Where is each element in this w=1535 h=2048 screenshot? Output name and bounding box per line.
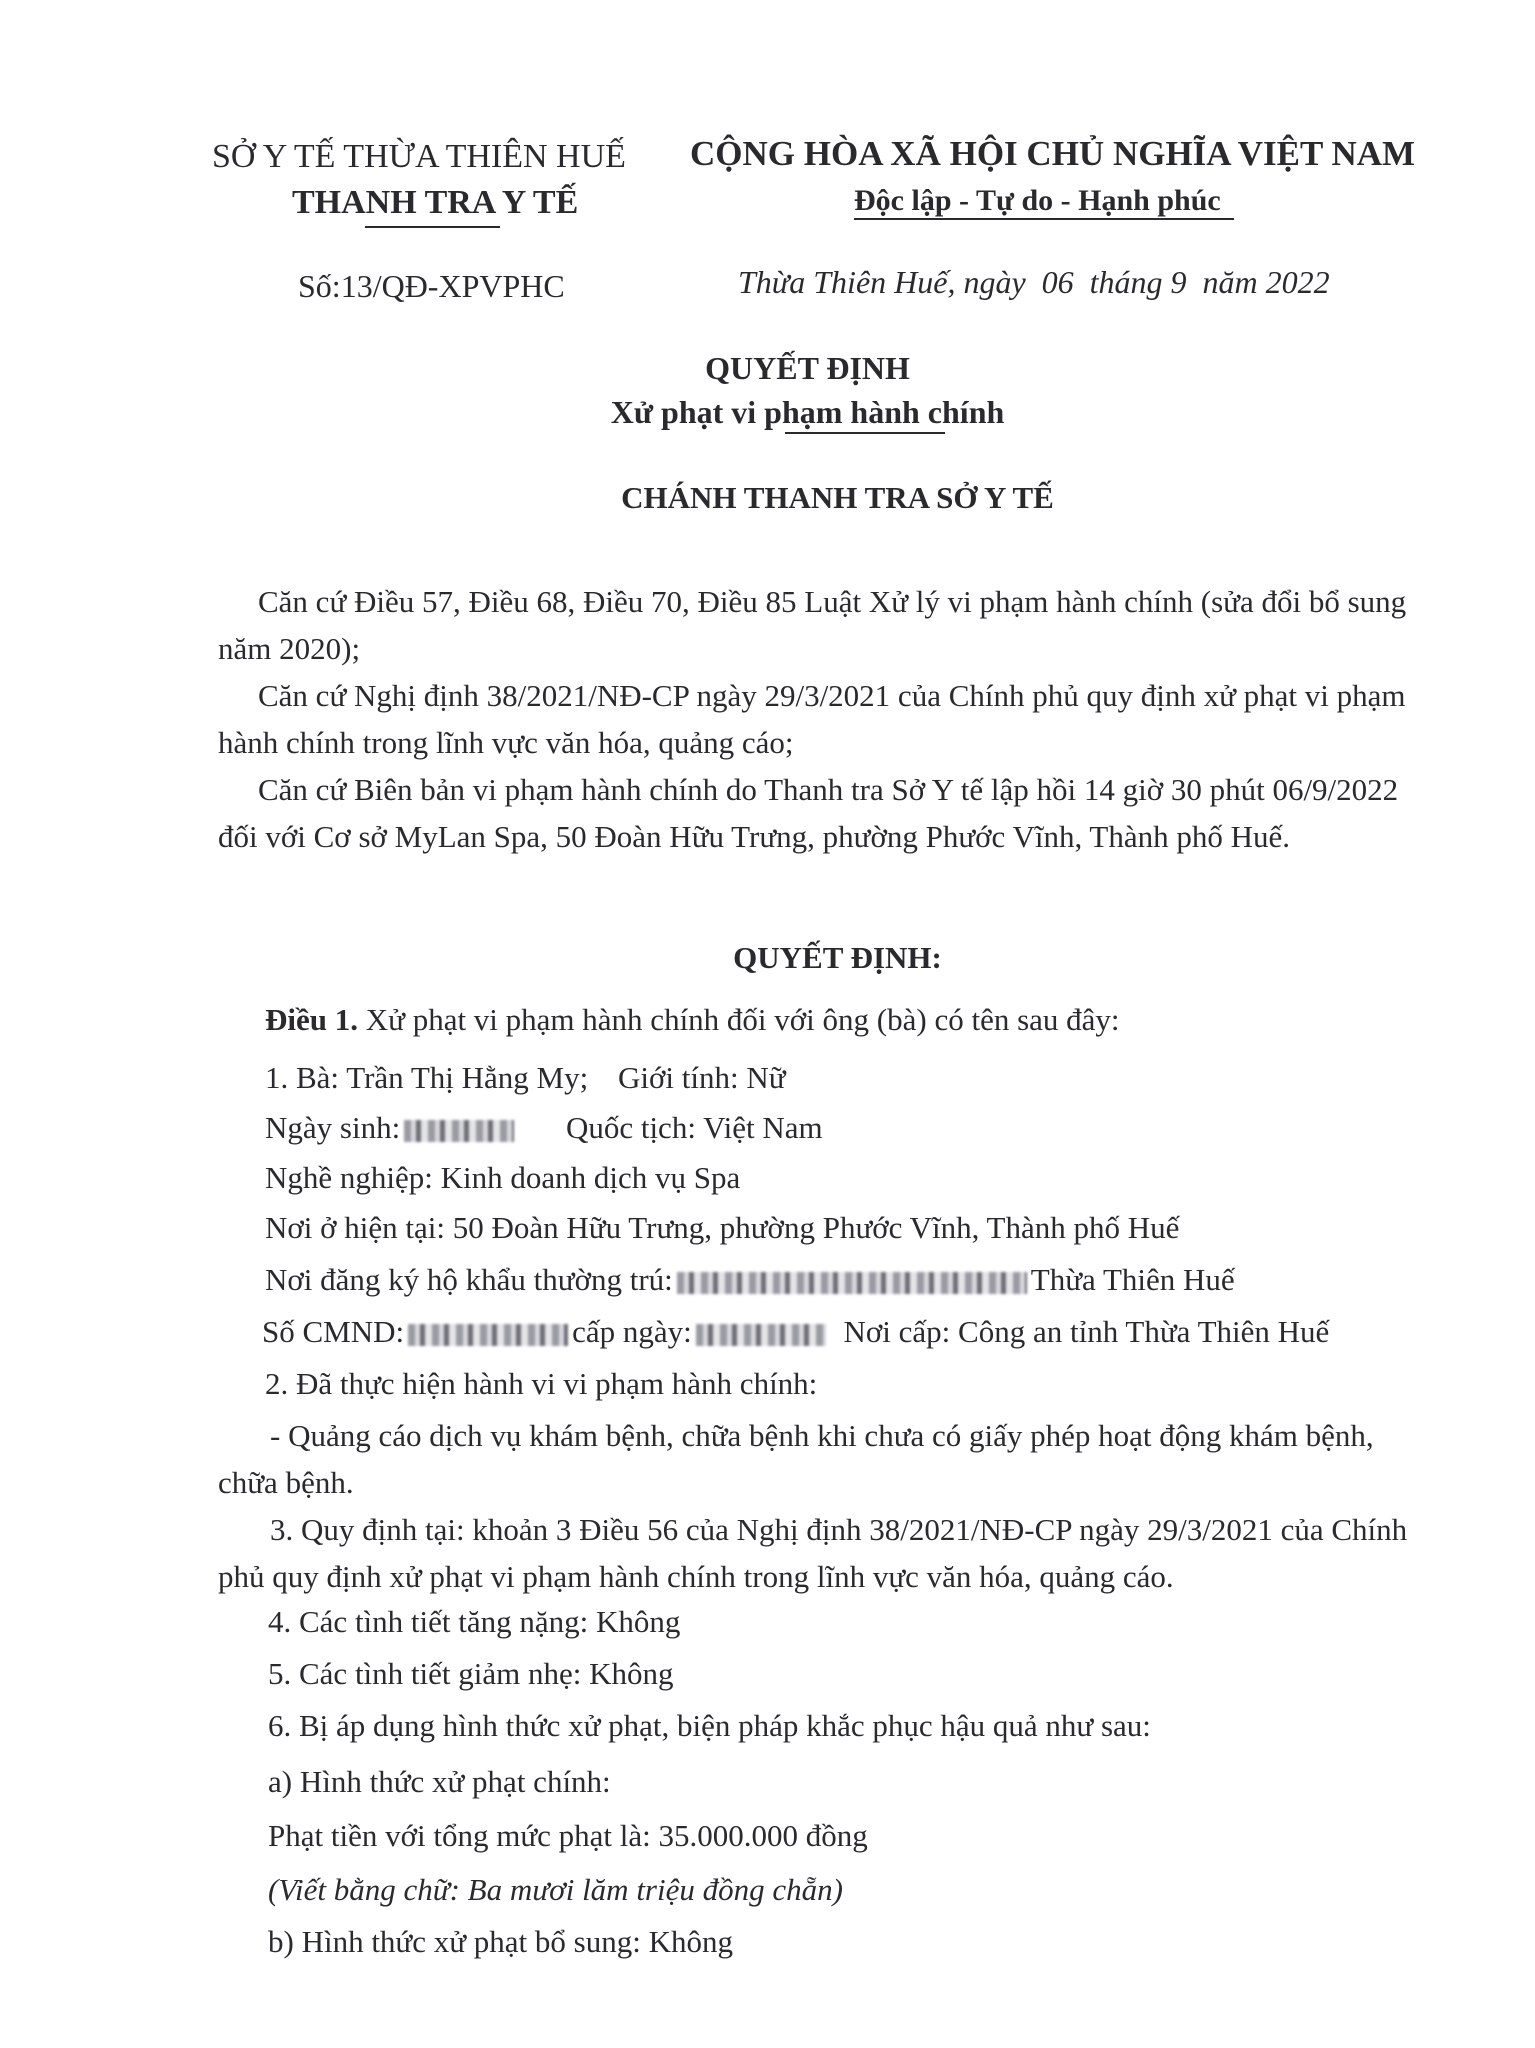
decision-heading: QUYẾT ĐỊNH: <box>733 940 942 975</box>
document-subject: Xử phạt vi phạm hành chính <box>610 394 1005 430</box>
registered-label: Nơi đăng ký hộ khẩu thường trú: <box>265 1262 673 1297</box>
issued-label: cấp ngày: <box>572 1314 692 1349</box>
article-1-text: Xử phạt vi phạm hành chính đối với ông (bà) có tên sau đây: <box>358 1002 1120 1037</box>
agency-underline <box>365 226 500 228</box>
article-1-label: Điều 1. <box>265 1002 358 1037</box>
person-gender: Giới tính: Nữ <box>617 1060 786 1095</box>
issuer-title: CHÁNH THANH TRA SỞ Y TẾ <box>621 480 1054 515</box>
item-2: 2. Đã thực hiện hành vi vi phạm hành chính: <box>265 1366 818 1401</box>
redacted-id <box>408 1324 568 1346</box>
registered-row <box>265 1262 1235 1298</box>
article-1 <box>265 1002 1120 1038</box>
dob-row <box>265 1110 823 1146</box>
motto-underline <box>854 218 1234 220</box>
motto: Độc lập - Tự do - Hạnh phúc <box>854 184 1221 217</box>
id-label: Số CMND: <box>262 1314 405 1349</box>
subject-underline <box>785 432 945 434</box>
person-name: 1. Bà: Trần Thị Hằng My; <box>265 1060 589 1095</box>
legal-basis-3: Căn cứ Biên bản vi phạm hành chính do Thanh tra Sở Y tế lập hồi 14 giờ 30 phút 06/9/2022 đối với Cơ sở MyLan Spa, 50 Đoàn Hữu Trưng, phường Phước Vĩnh, Thành phố Huế. <box>218 772 1399 854</box>
legal-basis-1: Căn cứ Điều 57, Điều 68, Điều 70, Điều 85 Luật Xử lý vi phạm hành chính (sửa đổi bổ sung năm 2020); <box>218 584 1407 666</box>
item-6b: b) Hình thức xử phạt bổ sung: Không <box>268 1924 733 1959</box>
nation-title: CỘNG HÒA XÃ HỘI CHỦ NGHĨA VIỆT NAM <box>690 134 1416 173</box>
id-row <box>262 1314 1329 1350</box>
legal-basis-2: Căn cứ Nghị định 38/2021/NĐ-CP ngày 29/3/2021 của Chính phủ quy định xử phạt vi phạm hành chính trong lĩnh vực văn hóa, quảng cáo; <box>218 678 1406 760</box>
item-3: 3. Quy định tại: khoản 3 Điều 56 của Nghị định 38/2021/NĐ-CP ngày 29/3/2021 của Chính phủ quy định xử phạt vi phạm hành chính trong lĩnh vực văn hóa, quảng cáo. <box>218 1512 1408 1594</box>
redacted-address <box>677 1272 1027 1294</box>
place-date: Thừa Thiên Huế, ngày 06 tháng 9 năm 2022 <box>738 264 1330 300</box>
document-type: QUYẾT ĐỊNH <box>705 350 910 386</box>
dob-label: Ngày sinh: <box>265 1110 401 1145</box>
issued-place: Nơi cấp: Công an tỉnh Thừa Thiên Huế <box>843 1314 1330 1349</box>
fine-amount: Phạt tiền với tổng mức phạt là: 35.000.000 đồng <box>268 1818 868 1853</box>
redacted-dob <box>404 1120 514 1142</box>
occupation: Nghề nghiệp: Kinh doanh dịch vụ Spa <box>265 1160 741 1195</box>
residence: Nơi ở hiện tại: 50 Đoàn Hữu Trưng, phường Phước Vĩnh, Thành phố Huế <box>265 1210 1180 1245</box>
nationality: Quốc tịch: Việt Nam <box>565 1110 823 1145</box>
agency-parent: SỞ Y TẾ THỪA THIÊN HUẾ <box>212 138 626 175</box>
item-4: 4. Các tình tiết tăng nặng: Không <box>268 1604 681 1639</box>
person-name-row <box>265 1060 786 1096</box>
agency-name: THANH TRA Y TẾ <box>292 184 579 221</box>
item-5: 5. Các tình tiết giảm nhẹ: Không <box>268 1656 674 1691</box>
item-6: 6. Bị áp dụng hình thức xử phạt, biện pháp khắc phục hậu quả như sau: <box>268 1708 1151 1743</box>
item-2-detail: - Quảng cáo dịch vụ khám bệnh, chữa bệnh khi chưa có giấy phép hoạt động khám bệnh, chữa bệnh. <box>218 1418 1374 1500</box>
fine-in-words: (Viết bằng chữ: Ba mươi lăm triệu đồng chẵn) <box>268 1872 843 1907</box>
registered-suffix: Thừa Thiên Huế <box>1030 1262 1235 1297</box>
item-6a: a) Hình thức xử phạt chính: <box>268 1764 611 1799</box>
redacted-issue-date <box>696 1324 826 1346</box>
document-number: Số:13/QĐ-XPVPHC <box>298 268 565 304</box>
